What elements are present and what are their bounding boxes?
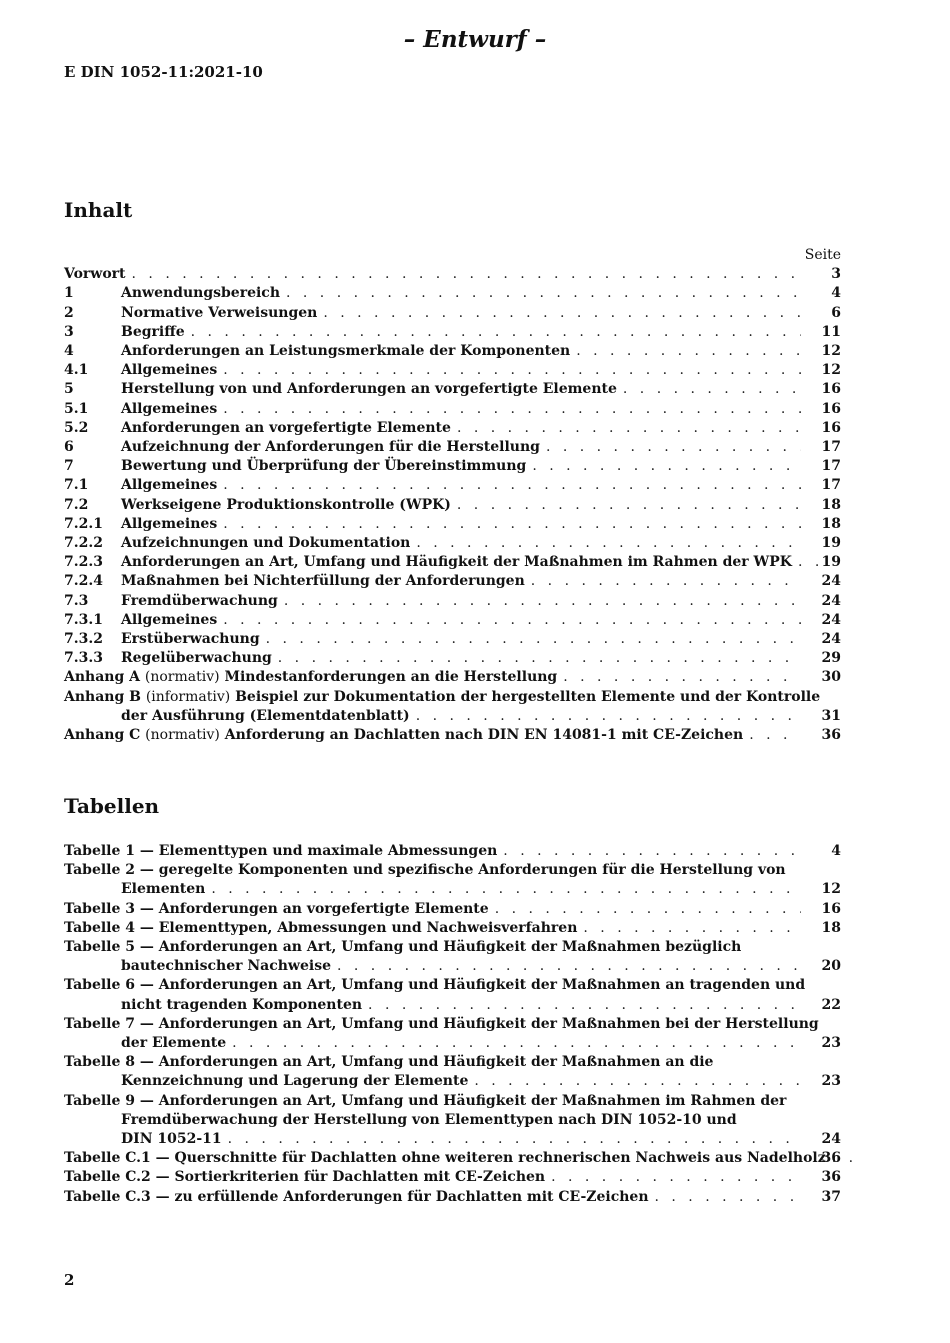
- page-number: 16: [821, 419, 841, 436]
- toc-entry[interactable]: [64, 476, 841, 495]
- toc-entry-annex-b[interactable]: [64, 688, 841, 726]
- section-title: Anforderungen an Leistungsmerkmale der Komponenten: [121, 343, 571, 359]
- dot-leader: [617, 380, 801, 399]
- section-number: 7.2.4: [64, 573, 103, 590]
- page-number: 37: [821, 1188, 841, 1205]
- annex-type: (normativ): [145, 727, 220, 744]
- section-title: Normative Verweisungen: [121, 304, 318, 321]
- page-number: 24: [821, 611, 841, 628]
- table-entry[interactable]: [64, 1168, 841, 1187]
- section-title: Anwendungsbereich: [121, 285, 280, 302]
- table-title-line: Tabelle 3 — Anforderungen an vorgefertigte Elemente: [64, 900, 489, 917]
- contents-list: [64, 246, 841, 745]
- section-title: Allgemeines: [121, 611, 218, 628]
- annex-title: Anforderung an Dachlatten nach DIN EN 14081-1 mit CE-Zeichen: [224, 727, 744, 744]
- dot-leader: [222, 1130, 801, 1149]
- page-number: 23: [821, 1035, 841, 1052]
- toc-entry[interactable]: [64, 611, 841, 630]
- dot-leader: [331, 957, 801, 976]
- table-entry[interactable]: [64, 919, 841, 938]
- page-number: 6: [831, 304, 841, 321]
- toc-entry[interactable]: [64, 361, 841, 380]
- page-number: 12: [821, 362, 841, 379]
- table-entry[interactable]: [64, 1092, 841, 1150]
- dot-leader: [451, 496, 801, 515]
- table-entry[interactable]: [64, 1053, 841, 1091]
- section-title: Bewertung und Überprüfung der Übereinstimmung: [121, 458, 527, 475]
- page-number: 11: [821, 323, 841, 340]
- page-number: 17: [821, 477, 841, 494]
- dot-leader: [577, 919, 801, 938]
- page-number: 24: [821, 631, 841, 648]
- annex-title: Mindestanforderungen an die Herstellung: [224, 669, 558, 686]
- dot-leader: [451, 419, 801, 438]
- page-number: 36: [821, 1169, 841, 1186]
- table-entry[interactable]: [64, 976, 841, 1014]
- page-number: 19: [821, 554, 841, 571]
- page-number: 12: [821, 343, 841, 359]
- section-title: Vorwort: [64, 266, 126, 283]
- table-title-line: Tabelle 6 — Anforderungen an Art, Umfang und Häufigkeit der Maßnahmen an tragenden und: [64, 977, 806, 994]
- section-number: 4.1: [64, 362, 89, 379]
- section-number: 5.2: [64, 419, 89, 436]
- dot-leader: [205, 880, 801, 899]
- section-number: 7.2: [64, 496, 89, 513]
- dot-leader: [570, 342, 801, 361]
- document-id: E DIN 1052-11:2021-10: [64, 63, 263, 81]
- dot-leader: [317, 304, 801, 323]
- dot-leader: [185, 323, 801, 342]
- dot-leader: [217, 515, 801, 534]
- annex-type: (informativ): [145, 688, 231, 705]
- table-title-line: nicht tragenden Komponenten: [121, 996, 363, 1013]
- section-number: 7.2.3: [64, 554, 103, 571]
- toc-entry[interactable]: [64, 284, 841, 303]
- dot-leader: [217, 611, 801, 630]
- section-number: 7.3.1: [64, 611, 103, 628]
- table-title-line: Tabelle C.3 — zu erfüllende Anforderungen für Dachlatten mit CE-Zeichen: [64, 1188, 649, 1205]
- page-number: 30: [821, 669, 841, 686]
- page-number: 18: [821, 515, 841, 532]
- section-number: 5: [64, 381, 74, 398]
- page-number: 16: [821, 381, 841, 398]
- toc-entry-annex-c[interactable]: [64, 726, 841, 745]
- section-number: 7: [64, 458, 74, 475]
- toc-entry[interactable]: [64, 534, 841, 553]
- dot-leader: [545, 1168, 801, 1187]
- section-title: Herstellung von und Anforderungen an vorgefertigte Elemente: [121, 381, 617, 398]
- table-entry[interactable]: [64, 1188, 841, 1207]
- section-number: 7.3.2: [64, 631, 103, 648]
- section-title: Erstüberwachung: [121, 631, 260, 648]
- dot-leader: [126, 265, 801, 284]
- toc-entry[interactable]: [64, 630, 841, 649]
- dot-leader: [557, 668, 801, 687]
- table-title-line: Tabelle 5 — Anforderungen an Art, Umfang und Häufigkeit der Maßnahmen bezüglich: [64, 939, 742, 956]
- page-number: 18: [821, 496, 841, 513]
- dot-leader: [278, 592, 801, 611]
- table-title-line: Tabelle 9 — Anforderungen an Art, Umfang und Häufigkeit der Maßnahmen im Rahmen der: [64, 1092, 787, 1109]
- annex-title-line-1: Beispiel zur Dokumentation der hergestellten Elemente und der Kontrolle: [235, 688, 821, 705]
- page-number: 3: [831, 266, 841, 283]
- page-number: 36: [821, 1150, 841, 1167]
- page-number: 20: [821, 958, 841, 975]
- table-title-line: Tabelle 1 — Elementtypen und maximale Abmessungen: [64, 843, 498, 859]
- table-title-line: bautechnischer Nachweise: [121, 958, 331, 975]
- toc-entry[interactable]: [64, 419, 841, 438]
- dot-leader: [226, 1034, 801, 1053]
- table-entry[interactable]: [64, 1149, 841, 1168]
- page-number: 19: [821, 535, 841, 552]
- section-title: Fremdüberwachung: [121, 592, 278, 609]
- dot-leader: [362, 996, 801, 1015]
- table-title-line: Tabelle C.1 — Querschnitte für Dachlatten ohne weiteren rechnerischen Nachweis aus Nadelholz: [64, 1150, 826, 1167]
- section-number: 4: [64, 343, 74, 359]
- page-number: 17: [821, 458, 841, 475]
- section-title: Allgemeines: [121, 400, 218, 417]
- page-number: 29: [821, 650, 841, 667]
- dot-leader: [497, 842, 801, 861]
- dot-leader: [217, 476, 801, 495]
- table-entry[interactable]: [64, 842, 841, 861]
- dot-leader: [540, 438, 801, 457]
- section-number: 7.1: [64, 477, 89, 494]
- toc-entry[interactable]: [64, 457, 841, 476]
- contents-heading: Inhalt: [64, 198, 133, 222]
- page-number: 17: [821, 439, 841, 456]
- table-title-line: Tabelle 4 — Elementtypen, Abmessungen und Nachweisverfahren: [64, 919, 578, 936]
- dot-leader: [410, 534, 801, 553]
- page-number: 31: [821, 707, 841, 724]
- section-number: 2: [64, 304, 74, 321]
- dot-leader: [743, 726, 801, 745]
- dot-leader: [489, 900, 801, 919]
- table-title-line: Fremdüberwachung der Herstellung von Elementtypen nach DIN 1052-10 und: [121, 1111, 737, 1128]
- toc-entry[interactable]: [64, 572, 841, 591]
- section-number: 7.3.3: [64, 650, 103, 667]
- section-number: 7.3: [64, 592, 89, 609]
- annex-label: Anhang C: [64, 727, 141, 744]
- section-number: 6: [64, 439, 74, 456]
- dot-leader: [468, 1072, 801, 1091]
- toc-entry[interactable]: [64, 342, 841, 361]
- dot-leader: [280, 284, 801, 303]
- toc-entry[interactable]: [64, 400, 841, 419]
- page-number: 16: [821, 400, 841, 417]
- section-number: 3: [64, 323, 74, 340]
- draft-title: – Entwurf –: [403, 26, 547, 53]
- toc-entry[interactable]: [64, 323, 841, 342]
- section-title: Allgemeines: [121, 515, 218, 532]
- dot-leader: [410, 707, 801, 726]
- page-number: 24: [821, 592, 841, 609]
- tables-list: [64, 842, 841, 1207]
- page-column-label: Seite: [804, 247, 841, 263]
- table-title-line: Tabelle 7 — Anforderungen an Art, Umfang und Häufigkeit der Maßnahmen bei der Herstellung: [64, 1015, 819, 1032]
- page-number: 22: [821, 996, 841, 1013]
- dot-leader: [217, 400, 801, 419]
- section-number: 1: [64, 285, 74, 302]
- page-number-footer: 2: [64, 1271, 75, 1289]
- toc-entry[interactable]: [64, 649, 841, 668]
- page-number: 4: [831, 843, 841, 859]
- section-title: Anforderungen an Art, Umfang und Häufigkeit der Maßnahmen im Rahmen der WPK: [121, 554, 792, 571]
- toc-entry[interactable]: [64, 592, 841, 611]
- dot-leader: [526, 457, 801, 476]
- dot-leader: [217, 361, 801, 380]
- table-title-line: Tabelle C.2 — Sortierkriterien für Dachlatten mit CE-Zeichen: [64, 1169, 546, 1186]
- section-title: Aufzeichnung der Anforderungen für die Herstellung: [121, 439, 540, 456]
- section-number: 7.2.1: [64, 515, 103, 532]
- section-number: 5.1: [64, 400, 89, 417]
- page-number: 12: [821, 881, 841, 898]
- annex-title-line-2: der Ausführung (Elementdatenblatt): [121, 707, 410, 724]
- section-title: Allgemeines: [121, 477, 218, 494]
- dot-leader: [525, 572, 801, 591]
- section-title: Maßnahmen bei Nichterfüllung der Anforderungen: [121, 573, 525, 590]
- annex-label: Anhang A: [64, 669, 140, 686]
- toc-entry[interactable]: [64, 380, 841, 399]
- tables-heading: Tabellen: [64, 794, 160, 818]
- page-number: 4: [831, 285, 841, 302]
- page-number: 24: [821, 1131, 841, 1148]
- toc-entry[interactable]: [64, 438, 841, 457]
- table-title-line: Tabelle 2 — geregelte Komponenten und spezifische Anforderungen für die Herstellung von: [64, 862, 786, 879]
- table-title-line: Tabelle 8 — Anforderungen an Art, Umfang und Häufigkeit der Maßnahmen an die: [64, 1054, 714, 1071]
- page-number: 18: [821, 919, 841, 936]
- table-title-line: Kennzeichnung und Lagerung der Elemente: [121, 1073, 469, 1090]
- section-title: Regelüberwachung: [121, 650, 272, 667]
- page-number: 23: [821, 1073, 841, 1090]
- section-title: Werkseigene Produktionskontrolle (WPK): [121, 496, 451, 513]
- table-title-line: DIN 1052-11: [121, 1131, 222, 1148]
- dot-leader: [649, 1188, 802, 1207]
- annex-label: Anhang B: [64, 688, 141, 705]
- table-entry[interactable]: [64, 861, 841, 899]
- table-entry[interactable]: [64, 1015, 841, 1053]
- dot-leader: [272, 649, 801, 668]
- toc-entry[interactable]: [64, 553, 841, 572]
- section-title: Anforderungen an vorgefertigte Elemente: [121, 419, 451, 436]
- dot-leader: [260, 630, 801, 649]
- section-number: 7.2.2: [64, 535, 103, 552]
- section-title: Begriffe: [121, 323, 185, 340]
- toc-entry[interactable]: [64, 304, 841, 323]
- table-entry[interactable]: [64, 900, 841, 919]
- table-entry[interactable]: [64, 938, 841, 976]
- toc-entry-annex-a[interactable]: [64, 668, 841, 687]
- page-number: 36: [821, 727, 841, 744]
- table-title-line: der Elemente: [121, 1035, 227, 1052]
- section-title: Allgemeines: [121, 362, 218, 379]
- toc-entry[interactable]: [64, 265, 841, 284]
- table-title-line: Elementen: [121, 881, 206, 898]
- page-number: 16: [821, 900, 841, 917]
- toc-entry[interactable]: [64, 515, 841, 534]
- page-number: 24: [821, 573, 841, 590]
- section-title: Aufzeichnungen und Dokumentation: [121, 535, 411, 552]
- annex-type: (normativ): [144, 669, 220, 686]
- toc-entry[interactable]: [64, 496, 841, 515]
